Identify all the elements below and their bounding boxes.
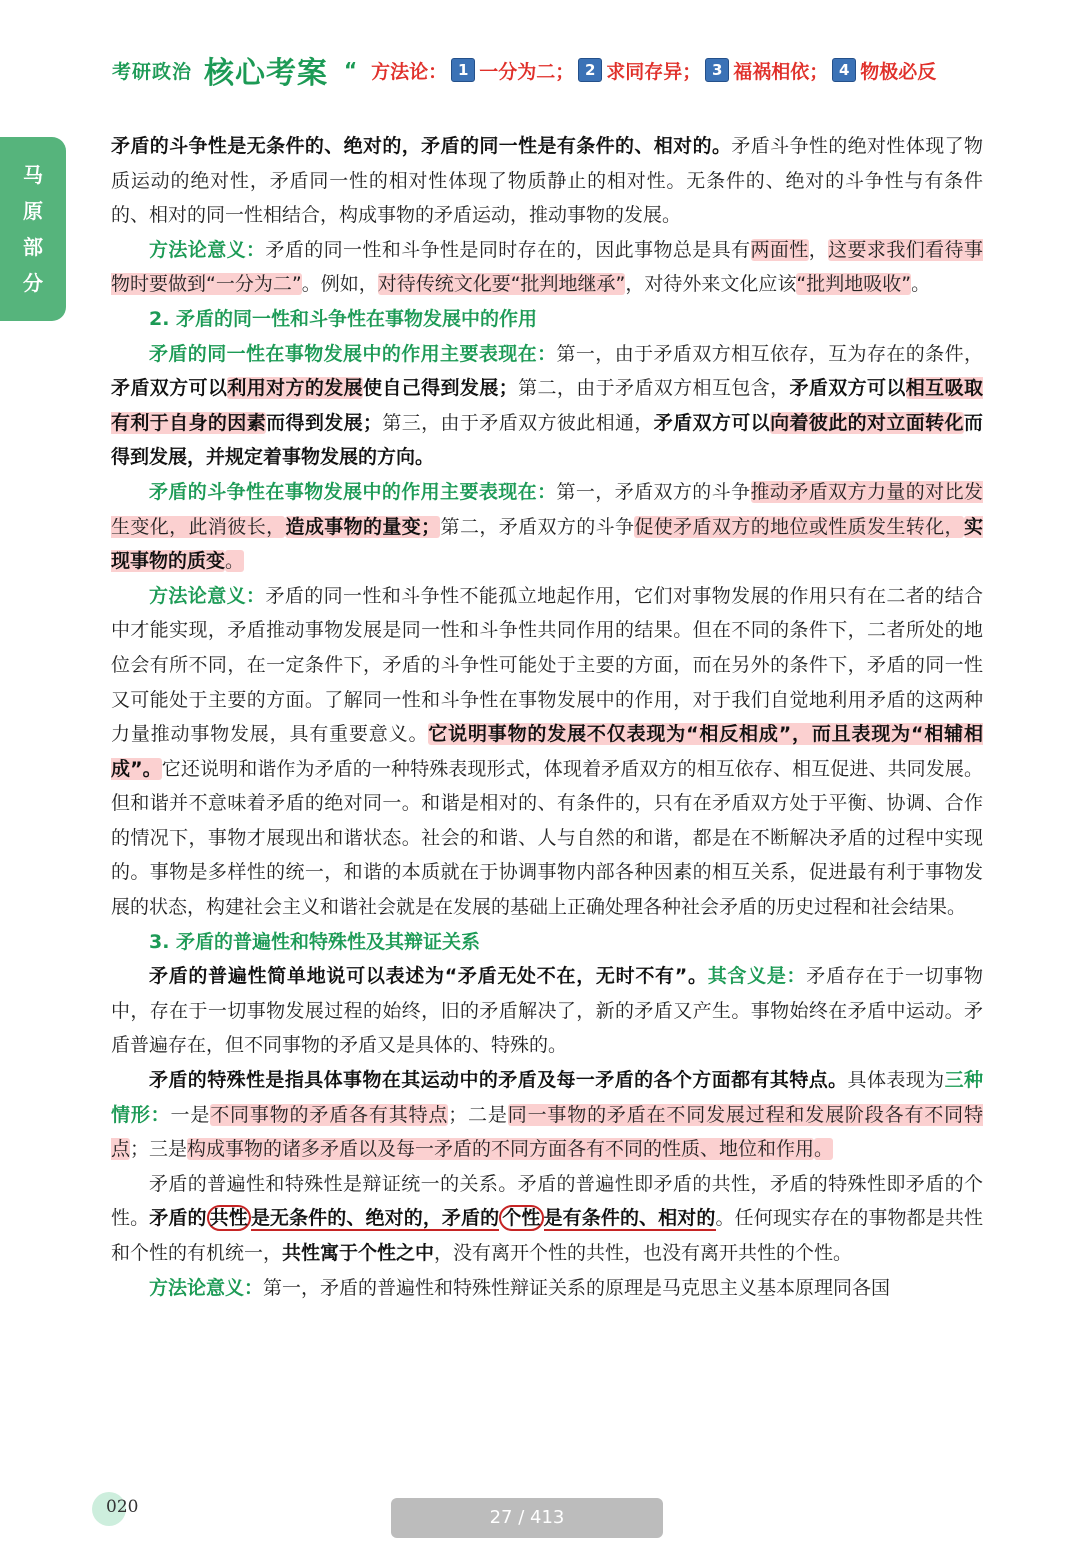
highlighted-bold-text: 它说明事物的发展不仅表现为“相反相成”，而且表现为“相辅相成”。	[111, 723, 983, 780]
bold-text: 矛盾的斗争性是无条件的、绝对的，矛盾的同一性是有条件的、相对的。	[111, 135, 732, 157]
body-text: 一是	[170, 1103, 211, 1126]
body-text: 。例如，	[301, 273, 378, 296]
method-item-text: 求同存异；	[606, 60, 702, 83]
body-text: 第三，由于矛盾双方彼此相通，	[382, 411, 654, 434]
page-number: 020	[106, 1497, 139, 1517]
method-label: 方法论：	[371, 60, 448, 83]
quote-mark-icon: “	[344, 58, 358, 82]
method-item-text: 一分为二；	[479, 60, 575, 83]
subheading-label: 其含义是：	[707, 965, 807, 988]
method-significance-label: 方法论意义：	[149, 238, 266, 261]
body-text: 第二，矛盾双方的斗争	[440, 515, 635, 538]
body-text: 矛盾的同一性和斗争性不能孤立地起作用，它们对事物发展的作用只有在二者的结合中才能实现，矛盾推动事物发展是同一性和斗争性共同作用的结果。但在不同的条件下，二者所处的地位会有所不同，在一定条件下，矛盾的斗争性可能处于主要的方面，而在另外的条件下，矛盾的同一性又可能处于主要的方面。了解同一性和斗争性在事物发展中的作用，对于我们自觉地利用矛盾的这两种力量推动事物发展，具有重要意义。	[111, 584, 983, 746]
body-text: 第一，由于矛盾双方相互依存，互为存在的条件，	[556, 342, 983, 365]
highlighted-text: 这要求我们看待事物时要做到“一分为二”	[111, 238, 983, 296]
side-tab-char: 部	[23, 235, 43, 259]
method-item	[832, 57, 936, 84]
body-text: 。	[911, 273, 931, 296]
section-heading: 3. 矛盾的普遍性和特殊性及其辩证关系	[149, 930, 481, 953]
highlighted-bold-text: 造成事物的量变；	[285, 515, 441, 538]
number-badge: 2	[578, 58, 602, 82]
highlighted-text: 不同事物的矛盾各有其特点	[210, 1103, 449, 1126]
bold-text: 矛盾双方可以	[789, 377, 906, 400]
method-significance-label: 方法论意义：	[149, 584, 266, 607]
bold-text: 而得到发展，并规定着事物发展的方向。	[111, 411, 983, 469]
body-text: 第二，由于矛盾双方相互包含，	[517, 377, 790, 400]
paragraph	[111, 129, 983, 233]
bold-text: 而得到发展；	[266, 411, 382, 434]
subheading-label: 矛盾的同一性在事物发展中的作用主要表现在：	[149, 342, 557, 365]
highlighted-text: 对待传统文化要“批判地继承”	[377, 273, 626, 296]
main-content	[111, 129, 983, 1305]
highlighted-bold-text: 相互吸取有利于自身的因素	[111, 377, 983, 434]
body-text: 。任何现实存在的事物都是共性和个性的有机统一，	[111, 1207, 983, 1264]
highlighted-text: 。	[814, 1138, 834, 1161]
paragraph	[111, 959, 983, 1063]
body-text: ，	[808, 238, 829, 261]
brand-subtitle: 考研政治	[112, 60, 193, 83]
bold-text: 使自己得到发展；	[363, 377, 518, 400]
highlighted-text: “批判地吸收”	[796, 273, 912, 296]
highlighted-bold-text: 向着彼此的对立面转化	[770, 411, 964, 434]
section-side-tab	[0, 137, 66, 321]
highlighted-bold-text: 实现事物的质变	[111, 515, 983, 573]
paragraph	[111, 1271, 983, 1306]
highlighted-text: 推动矛盾双方力量的对比发生变化，此消彼长，	[111, 480, 983, 538]
body-text: 第一，矛盾双方的斗争	[556, 480, 751, 503]
body-text: 矛盾的同一性和斗争性是同时存在的，因此事物总是具有	[265, 238, 751, 261]
method-item-text: 福祸相依；	[733, 60, 829, 83]
body-text: 第一，矛盾的普遍性和特殊性辩证关系的原理是马克思主义基本原理同各国	[263, 1276, 891, 1299]
number-badge: 4	[832, 58, 856, 82]
body-text: ；三是	[130, 1138, 188, 1161]
brand-title: 核心考案	[204, 56, 329, 91]
subheading-label: 矛盾的斗争性在事物发展中的作用主要表现在：	[149, 480, 557, 503]
body-text: 矛盾存在于一切事物中，存在于一切事物发展过程的始终，旧的矛盾解决了，新的矛盾又产生。事物始终在矛盾中运动。矛盾普遍存在，但不同事物的矛盾又是具体的、特殊的。	[111, 965, 983, 1057]
highlighted-text: 两面性	[750, 238, 809, 261]
side-tab-char: 分	[23, 271, 43, 295]
number-badge: 1	[451, 58, 475, 82]
highlighted-text: 。	[225, 550, 245, 573]
highlighted-text: 构成事物的诸多矛盾以及每一矛盾的不同方面各有不同的性质、地位和作用	[187, 1138, 815, 1161]
underlined-bold-text: 是无条件的、绝对的，矛盾的	[250, 1207, 500, 1230]
paragraph	[111, 579, 983, 925]
paragraph	[111, 1167, 983, 1271]
circled-text: 共性	[207, 1205, 251, 1231]
side-tab-char: 马	[23, 163, 43, 187]
underlined-bold-text: 是有条件的、相对的	[543, 1207, 716, 1230]
body-text: 它还说明和谐作为矛盾的一种特殊表现形式，体现着矛盾双方的相互依存、相互促进、共同发展。但和谐并不意味着矛盾的绝对同一。和谐是相对的、有条件的，只有在矛盾双方处于平衡、协调、合作的情况下，事物才展现出和谐状态。社会的和谐、人与自然的和谐，都是在不断解决矛盾的过程中实现的。事物是多样性的统一，和谐的本质就在于协调事物内部各种因素的相互关系，促进最有利于事物发展的状态，构建社会主义和谐社会就是在发展的基础上正确处理各种社会矛盾的历史过程和社会结果。	[111, 757, 983, 919]
bold-text: 共性寓于个性之中	[282, 1242, 435, 1264]
body-text: 矛盾的普遍性和特殊性是辩证统一的关系。矛盾的普遍性即矛盾的共性，矛盾的特殊性即矛盾的个性。	[111, 1172, 983, 1230]
body-text: ；二是	[448, 1103, 508, 1126]
method-item-text: 物极必反	[860, 60, 937, 83]
page-header	[112, 48, 992, 92]
paragraph	[111, 1063, 983, 1167]
subheading-label: 三种情形：	[111, 1069, 983, 1126]
highlighted-bold-text: 利用对方的发展	[227, 377, 364, 400]
bold-text: 矛盾的	[149, 1207, 207, 1230]
body-text: ，没有离开个性的共性，也没有离开共性的个性。	[434, 1242, 853, 1264]
paragraph	[111, 233, 983, 302]
body-text: 矛盾斗争性的绝对性体现了物质运动的绝对性，矛盾同一性的相对性体现了物质静止的相对性。无条件的、绝对的斗争性与有条件的、相对的同一性相结合，构成事物的矛盾运动，推动事物的发展。	[111, 135, 983, 227]
bold-text: 矛盾的普遍性简单地说可以表述为“矛盾无处不在，无时不有”。	[149, 965, 708, 988]
bold-text: 矛盾双方可以	[653, 411, 771, 434]
highlighted-text: 促使矛盾双方的地位或性质发生转化，	[634, 515, 964, 538]
method-significance-label: 方法论意义：	[149, 1276, 264, 1299]
method-item	[451, 57, 574, 84]
body-text: 具体表现为	[847, 1069, 945, 1092]
side-tab-char: 原	[23, 199, 43, 223]
bold-text: 矛盾的特殊性是指具体事物在其运动中的矛盾及每一矛盾的各个方面都有其特点。	[149, 1069, 848, 1092]
method-item	[705, 57, 828, 84]
bold-text: 矛盾双方可以	[111, 377, 228, 400]
paragraph	[111, 475, 983, 579]
body-text: ，对待外来文化应该	[625, 273, 797, 296]
section-heading: 2. 矛盾的同一性和斗争性在事物发展中的作用	[149, 307, 538, 330]
highlighted-text: 同一事物的矛盾在不同发展过程和发展阶段各有不同特点	[111, 1103, 983, 1161]
page-indicator[interactable]: 27 / 413	[391, 1498, 663, 1538]
circled-text: 个性	[499, 1205, 543, 1231]
paragraph	[111, 337, 983, 475]
number-badge: 3	[705, 58, 729, 82]
method-item	[578, 57, 701, 84]
